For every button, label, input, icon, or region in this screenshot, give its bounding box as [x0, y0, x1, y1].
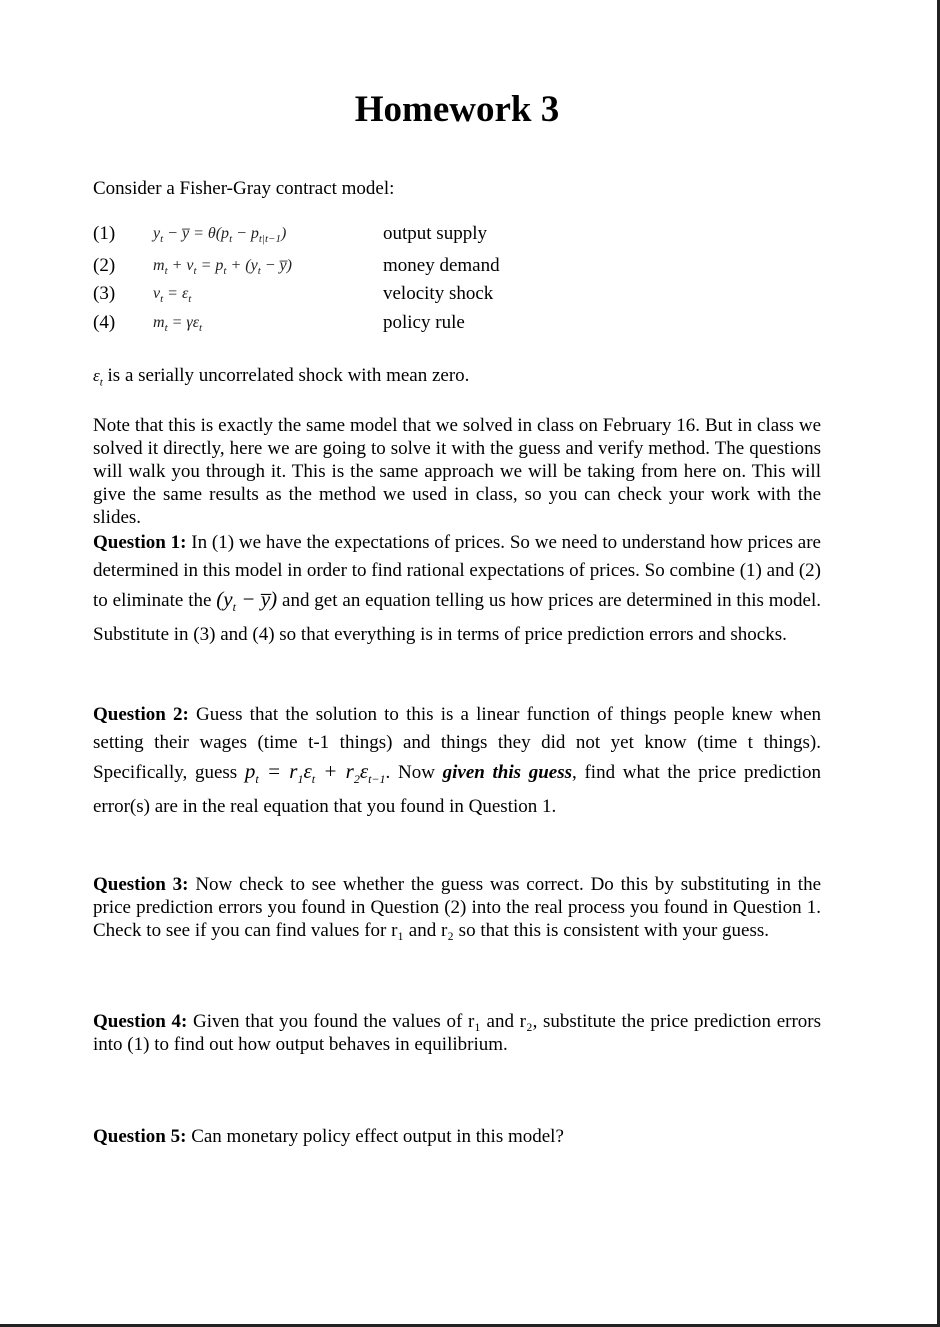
question-3-text: Now check to see whether the guess was correct. Do this by substituting in the price prediction errors you found in Question (2) into the real process you found in Question 1. Check to see if you can find values for r₁ and r₂ so that this is consistent with your guess. — [93, 874, 822, 941]
equation-label: money demand — [383, 255, 500, 276]
question-4-text: Given that you found the values of r₁ and r₂, substitute the price prediction errors into (1) to find out how output behaves in equilibrium. — [93, 1011, 822, 1055]
question-4-label: Question 4: — [93, 1011, 188, 1032]
question-1-text-b: and get an equation telling us how prices are determined in this model. Substitute in (3) and (4) so that everything is in terms of price prediction errors and shocks. — [93, 590, 821, 646]
equation-number: (1) — [93, 223, 116, 244]
inline-formula: $p_t = r_1\varepsilon_t + r_2\varepsilon_{t-1}$ — [244, 759, 386, 787]
equation-label: output supply — [383, 223, 487, 244]
equation-number: (3) — [93, 283, 116, 304]
question-3-label: Question 3: — [93, 874, 189, 895]
equation-row-2 — [93, 254, 821, 278]
equation-row-3 — [93, 282, 821, 306]
equation-number: (4) — [93, 312, 116, 333]
inline-formula: ($y_t$ − y̅) — [216, 587, 278, 615]
equation-formula: $v_t = \varepsilon_t$ — [153, 285, 192, 306]
question-5-text: Can monetary policy effect output in this model? — [191, 1126, 564, 1147]
question-4 — [93, 1010, 821, 1056]
question-2-label: Question 2: — [93, 704, 189, 725]
question-1-label: Question 1: — [93, 532, 187, 553]
question-1 — [93, 529, 821, 649]
equation-formula: $m_t = \gamma\varepsilon_t$ — [153, 314, 203, 335]
question-3 — [93, 873, 821, 942]
question-2-text-a: Guess that the solution to this is a linear function of things people knew when setting their wages (time t-1 things) and things they did not yet know (time t things). Specifically, guess — [93, 704, 822, 783]
equation-row-4 — [93, 311, 821, 335]
page-title: Homework 3 — [354, 89, 560, 130]
question-5-label: Question 5: — [93, 1126, 187, 1147]
shock-definition: $\varepsilon_t$ is a serially uncorrelated shock with mean zero. — [93, 365, 470, 389]
equation-formula: $y_t$ − y̅ = $\theta(p_t - p_{t|t-1})$ — [153, 225, 287, 246]
question-2-emphasis: given this guess — [442, 762, 573, 783]
question-1-text-a: In (1) we have the expectations of prices. So we need to understand how prices are determined in this model in order to find rational expectations of prices. So combine (1) and (2) to eliminate the — [93, 532, 821, 611]
equation-formula: $m_t + v_t = p_t + (y_t$ − y̅) — [153, 257, 292, 278]
question-2 — [93, 701, 821, 821]
question-2-text-c: , find what the price prediction error(s) are in the real equation that you found in Question 1. — [93, 762, 821, 818]
note-paragraph: Note that this is exactly the same model that we solved in class on February 16. But in class we solved it directly, here we are going to solve it with the guess and verify method. The questions will walk you through it. This is the same approach we will be taking from here on. This will give the same results as the method we used in class, so you can check your work with the slides. — [93, 415, 821, 528]
question-2-text-b: . Now — [385, 762, 435, 783]
shock-definition-text: is a serially uncorrelated shock with mean zero. — [107, 365, 470, 386]
equation-number: (2) — [93, 255, 116, 276]
equation-label: policy rule — [383, 312, 465, 333]
question-5 — [93, 1125, 821, 1148]
intro-text: Consider a Fisher-Gray contract model: — [93, 178, 395, 199]
equation-label: velocity shock — [383, 283, 494, 304]
equation-row-1 — [93, 222, 821, 246]
